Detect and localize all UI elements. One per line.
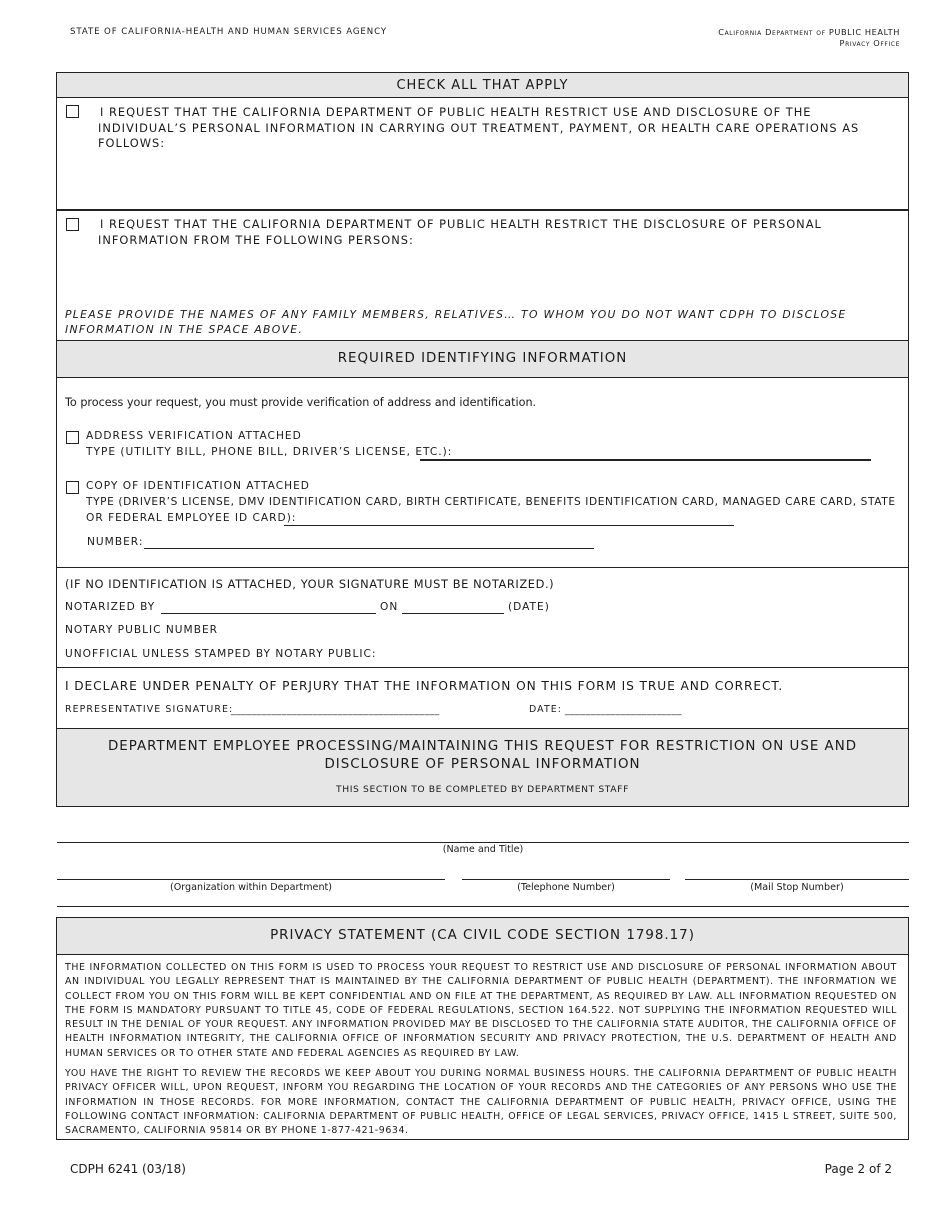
privacy-office-label: Privacy Office [839, 38, 900, 48]
restrict-disclosure-checkbox[interactable] [66, 218, 79, 231]
copy-id-label: COPY OF IDENTIFICATION ATTACHED [86, 480, 310, 492]
verification-intro: To process your request, you must provide verification of address and identification. [65, 396, 537, 409]
signature-date-field[interactable]: _______________________ [565, 705, 683, 716]
organization-label: (Organization within Department) [169, 882, 333, 893]
employee-section-header [56, 728, 909, 807]
address-verification-label: ADDRESS VERIFICATION ATTACHED [86, 430, 302, 442]
id-number-field[interactable] [144, 548, 594, 549]
privacy-title: PRIVACY STATEMENT (CA CIVIL CODE SECTION 1798.17) [270, 928, 695, 943]
required-info-title: REQUIRED IDENTIFYING INFORMATION [337, 351, 628, 366]
on-label: ON [380, 601, 399, 613]
copy-id-checkbox[interactable] [66, 481, 79, 494]
declaration-section [56, 667, 909, 729]
representative-signature-field[interactable]: _________________________________________ [231, 705, 440, 716]
agency-header: STATE OF CALIFORNIA-HEALTH AND HUMAN SERVICES AGENCY [70, 27, 387, 37]
privacy-paragraph-2: YOU HAVE THE RIGHT TO REVIEW THE RECORDS WE KEEP ABOUT YOU DURING NORMAL BUSINESS HOURS. THE CALIFORNIA DEPARTMENT OF PUBLIC HEALTH PRIVACY OFFICER WILL, UPON REQUEST, INFORM YOU REGARDING THE LOCATION OF YOUR RECORDS AND THE CATEGORIES OF ANY PERSONS WHO USE THE INFORMATION IN THOSE RECORDS. FOR MORE INFORMATION, CONTACT THE CALIFORNIA DEPARTMENT OF PUBLIC HEALTH, PRIVACY OFFICE, USING THE FOLLOWING CONTACT INFORMATION: CALIFORNIA DEPARTMENT OF PUBLIC HEALTH, OFFICE OF LEGAL SERVICES, PRIVACY OFFICE, 1415 L STREET, SUITE 500, SACRAMENTO, CALIFORNIA 95814 OR BY PHONE 1-877-421-9634. [65, 1068, 897, 1137]
telephone-label: (Telephone Number) [517, 882, 615, 893]
unofficial-note: UNOFFICIAL UNLESS STAMPED BY NOTARY PUBLIC: [65, 648, 377, 660]
signature-date-label: DATE: [529, 704, 563, 715]
restrict-use-checkbox[interactable] [66, 105, 79, 118]
perjury-statement: I DECLARE UNDER PENALTY OF PERJURY THAT THE INFORMATION ON THIS FORM IS TRUE AND CORRECT. [65, 679, 784, 693]
privacy-header-bar [56, 917, 909, 955]
date-label: (DATE) [508, 601, 550, 613]
number-label: NUMBER: [87, 536, 144, 548]
notarized-by-field[interactable] [161, 613, 376, 614]
check-all-header-bar [56, 72, 909, 98]
required-info-header-bar [56, 340, 909, 378]
notary-note: (IF NO IDENTIFICATION IS ATTACHED, YOUR SIGNATURE MUST BE NOTARIZED.) [65, 577, 555, 591]
address-type-field[interactable] [420, 459, 871, 461]
department-line-1 [718, 27, 900, 38]
employee-section-title: DEPARTMENT EMPLOYEE PROCESSING/MAINTAINING THIS REQUEST FOR RESTRICTION ON USE AND DISCLOSURE OF PERSONAL INFORMATION [107, 739, 858, 772]
representative-signature-label: REPRESENTATIVE SIGNATURE: [65, 704, 234, 715]
mail-stop-field[interactable] [685, 879, 909, 880]
organization-field[interactable] [57, 879, 445, 880]
notarized-by-label: NOTARIZED BY [65, 601, 156, 613]
page-number: Page 2 of 2 [824, 1162, 892, 1176]
department-header [718, 27, 900, 49]
section-divider [57, 906, 909, 907]
restrict-use-text: I REQUEST THAT THE CALIFORNIA DEPARTMENT OF PUBLIC HEALTH RESTRICT USE AND DISCLOSURE OF THE INDIVIDUAL’S PERSONAL INFORMATION IN CARRYING OUT TREATMENT, PAYMENT, OR HEALTH CARE OPERATIONS AS FOLLOWS: [98, 105, 860, 150]
employee-section-subtitle: THIS SECTION TO BE COMPLETED BY DEPARTMENT STAFF [336, 784, 629, 795]
name-title-label: (Name and Title) [442, 844, 524, 855]
address-verification-checkbox[interactable] [66, 431, 79, 444]
check-all-title: CHECK ALL THAT APPLY [396, 78, 569, 93]
notary-date-field[interactable] [402, 613, 504, 614]
copy-id-type-line2: OR FEDERAL EMPLOYEE ID CARD): [86, 512, 297, 524]
form-id: CDPH 6241 (03/18) [70, 1162, 186, 1176]
mail-stop-label: (Mail Stop Number) [750, 882, 844, 893]
address-type-label: TYPE (UTILITY BILL, PHONE BILL, DRIVER’S LICENSE, ETC.): [86, 446, 453, 458]
privacy-paragraph-1: THE INFORMATION COLLECTED ON THIS FORM IS USED TO PROCESS YOUR REQUEST TO RESTRICT USE AND DISCLOSURE OF PERSONAL INFORMATION ABOUT AN INDIVIDUAL YOU LEGALLY REPRESENT THAT IS MAINTAINED BY THE CALIFORNIA DEPARTMENT OF PUBLIC HEALTH (DEPARTMENT). THE INFORMATION WE COLLECT FROM YOU ON THIS FORM WILL BE KEPT CONFIDENTIAL AND ON FILE AT THE DEPARTMENT, AS REQUIRED BY LAW. ALL INFORMATION REQUESTED ON THE FORM IS MANDATORY PURSUANT TO TITLE 45, CODE OF FEDERAL REGULATIONS, SECTION 164.522. NOT SUPPLYING THE INFORMATION REQUESTED WILL RESULT IN THE DENIAL OF YOUR REQUEST. ANY INFORMATION PROVIDED MAY BE DISCLOSED TO THE CALIFORNIA STATE AUDITOR, THE CALIFORNIA OFFICE OF HEALTH INFORMATION INTEGRITY, THE CALIFORNIA OFFICE OF INFORMATION SECURITY AND PRIVACY PROTECTION, THE U.S. DEPARTMENT OF HEALTH AND HUMAN SERVICES OR TO OTHER STATE AND FEDERAL AGENCIES AS REQUIRED BY LAW. [65, 962, 897, 1059]
restrict-disclosure-text: I REQUEST THAT THE CALIFORNIA DEPARTMENT OF PUBLIC HEALTH RESTRICT THE DISCLOSURE OF PERSONAL INFORMATION FROM THE FOLLOWING PERSONS: [98, 217, 822, 247]
family-members-note: PLEASE PROVIDE THE NAMES OF ANY FAMILY MEMBERS, RELATIVES… TO WHOM YOU DO NOT WANT CDPH TO DISCLOSE INFORMATION IN THE SPACE ABOVE. [65, 308, 847, 336]
copy-id-type-line1: TYPE (DRIVER’S LICENSE, DMV IDENTIFICATION CARD, BIRTH CERTIFICATE, BENEFITS IDENTIFICATION CARD, MANAGED CARE CARD, STATE [86, 496, 896, 508]
notary-public-number-label: NOTARY PUBLIC NUMBER [65, 624, 219, 636]
telephone-field[interactable] [462, 879, 670, 880]
department-name-caps: PUBLIC HEALTH [828, 27, 900, 37]
name-title-field[interactable] [57, 842, 909, 843]
department-name-small: California Department of [718, 27, 826, 37]
id-type-field[interactable] [284, 525, 734, 526]
